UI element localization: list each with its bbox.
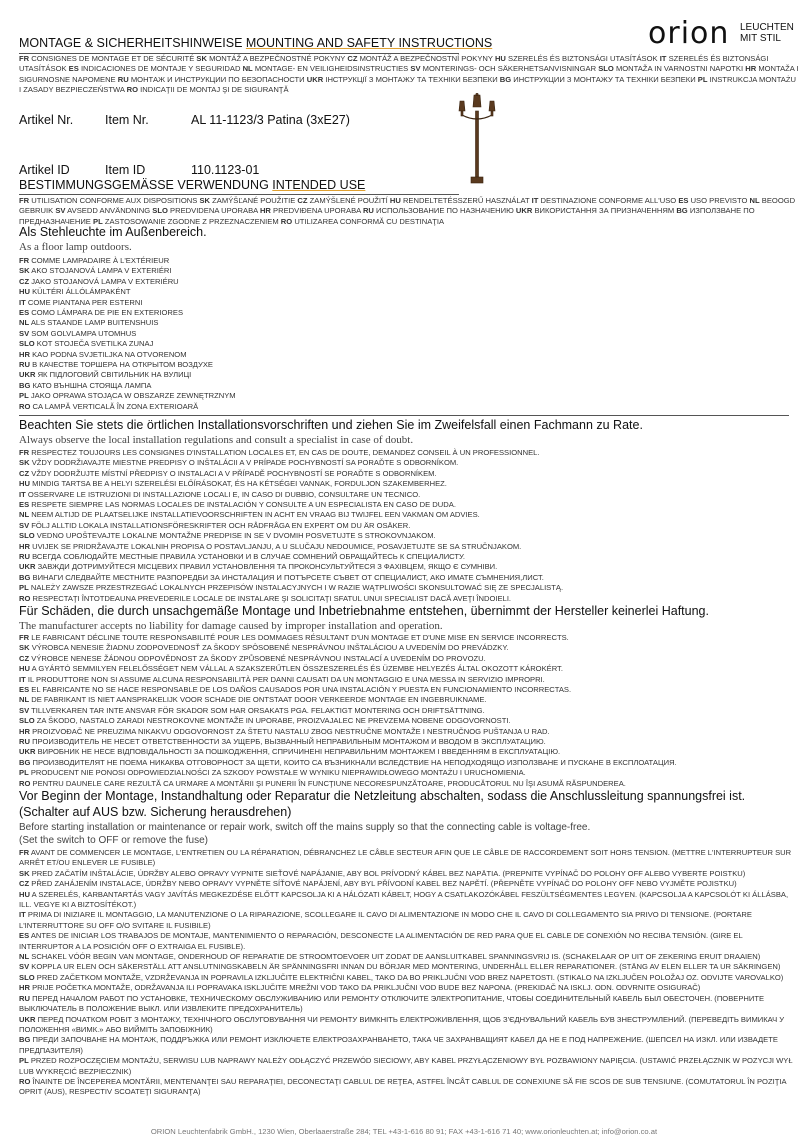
translation-text: PREDVIĐENA UPORABA [273,206,361,216]
translation-line [19,54,799,96]
language-code: PL [19,1056,29,1066]
article-id-label-en: Item ID [105,163,146,177]
language-code: HR [19,726,30,736]
translation-text: JAKO STOJANOVÁ LAMPA V EXTERIÉRU [31,276,179,286]
language-code: SV [55,206,66,216]
list-item [19,391,794,401]
language-code: NL [19,695,30,705]
translation-text: ИНСТРУКЦИИ З МОНТАЖУ ТА ТЕХНІКИ БЕЗПЕКИ [513,74,696,84]
translation-text: PENTRU DAUNELE CARE REZULTĂ CA URMARE A MONTĂRII ŞI PUNERII ÎN FUNCŢIUNE NECORESPUNZĂTOARE, PRODUCĂTORUL NU ÎŞI ASUMĂ RĂSPUNDEREA. [32,778,626,788]
translation-text: AKO STOJANOVÁ LAMPA V EXTERIÉRI [31,266,172,276]
language-code: IT [19,297,26,307]
language-code: CZ [297,196,308,205]
language-code: HR [259,206,271,216]
list-item [19,298,794,308]
translation-text: ZAMÝŠĽANÉ POUŽITIE [212,196,296,205]
regulations-title-en: Always observe the local installation regulations and consult a specialist in case of doubt. [19,434,414,446]
translation-text: PRED ZAČATÍM INŠTALÁCIE, ÚDRŽBY ALEBO OPRAVY VYPNITE SIEŤOVÉ NAPÁJANIE, ABY BOL PRÍVODNÝ KÁBEL BEZ NAPÄTIA. (PREPNITE VYPÍNAČ DO POLOHY OFF ALEBO VYBERTE POISTKU) [31,868,746,878]
translation-text: VÝROBCA NENESIE ŽIADNU ZODPOVEDNOSŤ ZA ŠKODY SPÔSOBENÉ NESPRÁVNOU INŠTALÁCIOU A UVEDENÍM DO PREVÁDZKY. [31,643,509,653]
list-item [19,664,794,674]
language-code: ES [678,196,689,205]
language-code: SK [19,868,30,878]
translation-text: В КАЧЕСТВЕ ТОРШЕРА НА ОТКРЫТОМ ВОЗДУХЕ [32,360,213,370]
language-code: UKR [19,747,36,757]
translation-text: CA LAMPĂ VERTICALĂ ÎN ZONA EXTERIOARĂ [32,401,199,411]
language-code: HR [19,983,30,993]
list-item [19,458,794,468]
language-code: SV [19,962,30,972]
liability-title-en: The manufacturer accepts no liability for damage caused by improper installation and operation. [19,620,443,632]
language-code: ES [19,931,30,941]
list-item [19,1056,794,1077]
list-item [19,510,794,520]
translation-text: MONTAŽA I SIGURNOSNE NAPOMENE [19,64,799,84]
language-code: SLO [19,972,35,982]
list-item [19,879,794,889]
language-code: SK [19,458,30,468]
translation-text: EL FABRICANTE NO SE HACE RESPONSABLE DE LOS DAÑOS CAUSADOS POR UNA INSTALACIÓN Y PUESTA EN FUNCIONAMIENTO INCORRECTAS. [31,685,572,695]
list-item [19,910,794,931]
translation-text: PREDVIDENA UPORABA [170,206,258,216]
list-item [19,381,794,391]
translation-text: ИСПОЛЬЗОВАНИЕ ПО НАЗНАЧЕНИЮ [376,206,514,216]
translation-text: SZERELÉS ÉS BIZTONSÁGI UTASÍTÁSOK [19,54,769,74]
list-item [19,469,794,479]
translation-text: ÎNAINTE DE ÎNCEPEREA MONTĂRII, MENTENANŢEI SAU REPARAŢIEI, DECONECTAŢI CABLUL DE REŢEA, ASTFEL ÎNCÂT CABLUL DE CONEXIUNE SĂ FIE SCOS DE SUB TENSIUNE. (COMUTATORUL ÎN POZIŢIA OPRIT (AUS), RESPECTIV SCOATEŢI SIGURANŢA) [19,1076,787,1097]
regulations-title-de: Beachten Sie stets die örtlichen Installationsvorschriften und ziehen Sie im Zweifelsfall einen Fachmann zu Rate. [19,418,643,432]
translation-text: ZASTOSOWANIE ZGODNE Z PRZEZNACZENIEM [104,216,279,226]
translation-text: ЯК ПІДЛОГОВИЙ СВІТИЛЬНИК НА ВУЛИЦІ [37,370,192,380]
list-item [19,339,794,349]
translation-text: MONTERINGS- OCH SÄKERHETSANVISNINGAR [422,64,597,74]
article-nr-label-de: Artikel Nr. [19,113,74,127]
logo-tagline [740,22,794,44]
list-item [19,350,794,360]
translation-text: RENDELTETÉSSZERŰ HASZNÁLAT [402,196,530,205]
list-item [19,479,794,489]
translation-text: ПРЕДИ ЗАПОЧВАНЕ НА МОНТАЖ, ПОДДРЪЖКА ИЛИ РЕМОНТ ИЗКЛЮЧЕТЕ ЕЛЕКТРОЗАХРАНВАНЕТО, ТАКА ЧЕ ЗАХРАНВАЩИЯТ КАБЕЛ ДА НЕ Е ПОД НАПРЕЖЕНИЕ. (ШЕПСЕЛ НА ИЗКЛ. ИЛИ ИЗВАДЕТЕ ПРЕДПАЗИТЕЛЯ) [19,1035,778,1055]
translation-text: PRED ZAČETKOM MONTAŽE, VZDRŽEVANJA IN POPRAVILA IZKLJUČITE ELEKTRIČNI KABEL, TAKO DA BO PRIKLJUČNI VOD BREZ NAPETOSTI. (STIKALO NA IZKLJUČEN POLOŽAJ OZ. ODVIJTE VAROVALKO) [36,972,784,982]
list-item [19,654,794,664]
translation-text: ПЕРЕД ПОЧАТКОМ РОБІТ З МОНТАЖУ, ТЕХНІЧНОГО ОБСЛУГОВУВАННЯ ЧИ РЕМОНТУ ВИМКНІТЬ ЕЛЕКТРОЖИВЛЕННЯ, ЩОБ З'ЄДНУВАЛЬНИЙ КАБЕЛЬ БУВ ЗНЕСТРУМЛЕНИЙ. (ПЕРЕВЕДІТЬ ВИМИКАЧ У ПОЛОЖЕННЯ «ВИМК.» АБО ВИЙМІТЬ ЗАПОБІЖНИК) [19,1014,785,1034]
translation-text: DESTINAZIONE CONFORME ALL'USO [540,196,677,205]
language-code: RO [280,216,293,226]
list-item [19,573,794,583]
language-code: SV [19,705,30,715]
intended-use-translations [19,196,799,227]
list-item [19,727,794,737]
language-code: SK [19,266,30,276]
translation-text: VŽDY DODRŽUJTE MÍSTNÍ PŘEDPISY O INSTALACI A V PŘÍPADĚ POCHYBNOSTÍ SE PORAĎTE S ODBORNÍKEM. [31,468,437,478]
intended-use-heading [19,178,365,192]
language-code: SK [199,196,211,205]
language-code: RU [19,737,30,747]
language-code: PL [93,216,103,226]
language-code: SV [19,520,30,530]
language-code: SLO [19,531,35,541]
translation-text: CONSIGNES DE MONTAGE ET DE SÉCURITÉ [31,54,195,63]
language-code: RO [19,778,31,788]
list-item [19,583,794,593]
language-code: HU [19,479,30,489]
language-code: CZ [19,276,30,286]
translation-text: FÖLJ ALLTID LOKALA INSTALLATIONSFÖRESKRIFTER OCH RÅDFRÅGA EN EXPERT OM DU ÄR OSÄKER. [31,520,411,530]
language-code: CZ [347,54,358,63]
language-code: SV [410,64,421,74]
language-code: UKR [515,206,533,216]
translation-text: RESPECTAŢI ÎNTOTDEAUNA PREVEDERILE LOCALE DE INSTALARE ŞI SOLICITAŢI SFATUL UNUI SPECIALIST DACĂ AVEŢI ÎNDOIELI. [32,593,512,603]
translation-text: KOPPLA UR ELEN OCH SÄKERSTÄLL ATT ANSLUTNINGSKABELN ÄR SPÄNNINGSFRI INNAN DU BÖRJAR MED MONTERING, UNDERHÅLL ELLER REPARATIONER. (STÄNG AV ELEN ELLER TA UR SÄKRINGEN) [31,962,781,972]
translation-text: COMO LÁMPARA DE PIE EN EXTERIORES [31,308,184,318]
list-item [19,360,794,370]
language-code: HR [19,349,30,359]
language-code: RO [126,85,139,95]
translation-text: UVIJEK SE PRIDRŽAVAJTE LOKALNIH PROPISA O POSTAVLJANJU, A U SLUČAJU NEDOUMICE, POSAVJETUJTE SE SA STRUČNJAKOM. [32,541,522,551]
translation-text: KOT STOJEČA SVETILKA ZUNAJ [36,339,154,349]
translation-text: A GYÁRTÓ SEMMILYEN FELELŐSSÉGET NEM VÁLLAL A SZAKSZERŰTLEN ÖSSZESZERELÉS ÉS ÜZEMBE HELYEZÉS ÁLTAL OKOZOTT KÁROKÉRT. [31,664,563,674]
list-item [19,952,794,962]
language-code: SK [19,643,30,653]
list-item [19,287,794,297]
language-code: SV [19,328,30,338]
translation-text: MONTAŽA IN VARNOSTNI NAPOTKI [615,64,744,74]
list-item [19,531,794,541]
translation-text: RESPETE SIEMPRE LAS NORMAS LOCALES DE INSTALACIÓN Y CONSULTE A UN ESPECIALISTA EN CASO DE DUDA. [31,500,456,510]
translation-text: ИЗПОЛЗВАНЕ ПО ПРЕДНАЗНАЧЕНИЕ [19,206,755,226]
translation-text: ZAMÝŠLENÉ POUŽITÍ [309,196,388,205]
power-title-de-1: Vor Beginn der Montage, Instandhaltung oder Reparatur die Netzleitung abschalten, sodass die Anschlussleitung spannungsfrei ist. [19,789,746,803]
language-code: RU [19,552,30,562]
regulations-list [19,448,794,604]
language-code: BG [19,1035,31,1045]
language-code: ES [68,64,79,74]
language-code: ES [19,308,30,318]
translation-text: LE FABRICANT DÉCLINE TOUTE RESPONSABILITÉ POUR LES DOMMAGES RÉSULTANT D'UN MONTAGE ET D'UNE MISE EN SERVICE INCORRECTS. [31,633,569,642]
translation-text: MONTÁŽ A BEZPEČNOSTNÍ POKYNY [359,54,493,63]
product-lamp-image [452,93,502,185]
language-code: CZ [19,879,30,889]
translation-text: ZA ŠKODO, NASTALO ZARADI NESTROKOVNE MONTAŽE IN UPORABE, PROIZVAJALEC NE PREVZEMA NOBENE ODGOVORNOSTI. [36,716,511,726]
language-code: UKR [19,1014,36,1024]
translation-text: ПЕРЕД НАЧАЛОМ РАБОТ ПО УСТАНОВКЕ, ТЕХНИЧЕСКОМУ ОБСЛУЖИВАНИЮ ИЛИ РЕМОНТУ ОТКЛЮЧИТЕ ЭЛЕКТРОПИТАНИЕ, ЧТОБЫ СОЕДИНИТЕЛЬНЫЙ КАБЕЛЬ БЫЛ ОБЕСТОЧЕН. (ПОВЕРНИТЕ ВЫКЛЮЧАТЕЛЬ В ПОЛОЖЕНИЕ ВЫКЛ. ИЛИ ИЗВЛЕКИТЕ ПРЕДОХРАНИТЕЛЬ) [19,993,765,1014]
list-item [19,521,794,531]
divider [19,415,789,416]
list-item [19,758,794,768]
translation-text: MINDIG TARTSA BE A HELYI SZERELÉSI ELŐÍRÁSOKAT, ÉS HA KÉTSÉGEI VANNAK, FORDULJON SZAKEMBERHEZ. [32,479,447,489]
list-item [19,256,794,266]
language-code: RU [19,360,30,370]
translation-text: VŽDY DODRŽIAVAJTE MIESTNE PREDPISY O INŠTALÁCII A V PRÍPADE POCHYBNOSTÍ SA PORAĎTE S ODBORNÍKOM. [31,458,459,468]
list-item [19,869,794,879]
translation-text: OSSERVARE LE ISTRUZIONI DI INSTALLAZIONE LOCALI E, IN CASO DI DUBBIO, CONSULTARE UN TECNICO. [27,489,421,499]
language-code: NL [19,510,30,520]
translation-text: COMME LAMPADAIRE À L'EXTÉRIEUR [31,256,170,265]
language-code: PL [19,768,29,778]
article-id-value: 110.1123-01 [191,163,260,177]
list-item [19,779,794,789]
list-item [19,962,794,972]
translation-text: JAKO OPRAWA STOJĄCA W OBSZARZE ZEWNĘTRZNYM [30,391,236,401]
translation-text: SZERELÉS ÉS BIZTONSÁGI UTASÍTÁSOK [508,54,658,63]
power-title-de-2: (Schalter auf AUS bzw. Sicherung herausdrehen) [19,805,292,819]
translation-text: МОНТАЖ И ИНСТРУКЦИИ ПО БЕЗОПАСНОСТИ [130,74,305,84]
language-code: UKR [306,74,324,84]
translation-text: КАТО ВЪНШНА СТОЯЩА ЛАМПА [32,380,152,390]
intended-use-title-en: As a floor lamp outdoors. [19,241,132,253]
list-item [19,370,794,380]
language-code: HU [19,889,30,899]
translation-text: AVANT DE COMMENCER LE MONTAGE, L'ENTRETIEN OU LA RÉPARATION, DÉBRANCHEZ LE CÂBLE SECTEUR AFIN QUE LE CÂBLE DE RACCORDEMENT SOIT HORS TENSION. (METTRE L'INTERRUPTEUR SUR ARRÊT ET/OU ENLEVER LE FUSIBLE) [19,848,792,868]
language-code: IT [19,910,26,920]
language-code: NL [242,64,253,74]
language-code: UKR [19,562,36,572]
translation-text: MONTÁŽ A BEZPEČNOSTNÉ POKYNY [209,54,346,63]
language-code: BG [19,757,31,767]
article-id-label-de: Artikel ID [19,163,70,177]
language-code: IT [531,196,539,205]
language-code: UKR [19,370,36,380]
list-item [19,633,794,643]
translation-text: SCHAKEL VÓÓR BEGIN VAN MONTAGE, ONDERHOUD OF REPARATIE DE STROOMTOEVOER UIT ZODAT DE AANSLUITKABEL SPANNINGSVRIJ IS. (SCHAKELAAR OP UIT OF ZEKERING ERUIT DRAAIEN) [31,952,761,962]
list-item [19,675,794,685]
language-code: BG [676,206,688,216]
language-code: NL [749,196,760,205]
article-nr-label-en: Item Nr. [105,113,149,127]
list-item [19,277,794,287]
power-title-en-1: Before starting installation or maintenance or repair work, switch off the mains supply so that the connecting cable is voltage-free. [19,822,591,833]
translation-text: RESPECTEZ TOUJOURS LES CONSIGNES D'INSTALLATION LOCALES ET, EN CAS DE DOUTE, DEMANDEZ CONSEIL À UN PROFESSIONNEL. [31,448,540,457]
list-item [19,266,794,276]
language-code: HR [19,541,30,551]
page-title-de: MONTAGE & SICHERHEITSHINWEISE [19,36,243,50]
translation-text: IL PRODUTTORE NON SI ASSUME ALCUNA RESPONSABILITÀ PER DANNI CAUSATI DA UN MONTAGGIO E UNA MESSA IN SERVIZIO IMPROPRI. [27,674,545,684]
translation-text: INDICACIONES DE MONTAJE Y SEGURIDAD [80,64,241,74]
translation-text: ВСЕГДА СОБЛЮДАЙТЕ МЕСТНЫЕ ПРАВИЛА УСТАНОВКИ И В СЛУЧАЕ СОМНЕНИЙ ОБРАЩАЙТЕСЬ К СПЕЦИАЛИСТУ. [32,552,465,562]
translation-text: COME PIANTANA PER ESTERNI [27,297,143,307]
translation-text: ІНСТРУКЦІЇ З МОНТАЖУ ТА ТЕХНІКИ БЕЗПЕКИ [325,74,498,84]
language-code: PL [19,583,29,593]
language-code: RU [362,206,374,216]
translation-text: PRODUCENT NIE PONOSI ODPOWIEDZIALNOŚCI ZA SZKODY POWSTAŁE W WYNIKU NIEPRAWIDŁOWEGO MONTAŻU I URUCHOMIENIA. [30,768,526,778]
intended-use-title-de: Als Stehleuchte im Außenbereich. [19,225,207,239]
language-code: RO [19,1076,31,1086]
translation-text: DE FABRIKANT IS NIET AANSPRAKELIJK VOOR SCHADE DIE ONTSTAAT DOOR VERKEERDE MONTAGE EN INGEBRUIKNAME. [31,695,487,705]
language-code: RU [117,74,129,84]
language-code: NL [19,952,30,962]
language-code: FR [19,633,30,642]
translation-text: ЗАВЖДИ ДОТРИМУЙТЕСЯ МІСЦЕВИХ ПРАВИЛ УСТАНОВЛЕННЯ ТА ПРОКОНСУЛЬТУЙТЕСЯ З ФАХІВЦЕМ, ЯКЩО Є СУМНІВИ. [37,562,498,572]
language-code: FR [19,256,30,265]
list-item [19,500,794,510]
translation-text: ПРОИЗВОДИТЕЛЬ НЕ НЕСЕТ ОТВЕТСТВЕННОСТИ ЗА УЩЕРБ, ВЫЗВАННЫЙ НЕПРАВИЛЬНЫМ МОНТАЖОМ И ВВОДОМ В ЭКСПЛУАТАЦИЮ. [32,737,546,747]
list-item [19,716,794,726]
list-item [19,1035,794,1056]
translation-text: PROIZVOĐAČ NE PREUZIMA NIKAKVU ODGOVORNOST ZA ŠTETU NASTALU ZBOG NESTRUČNE MONTAŽE I NESTRUČNOG PUŠTANJA U RAD. [32,726,550,736]
language-code: PL [19,391,29,401]
translation-text: VEDNO UPOŠTEVAJTE LOKALNE MONTAŽNE PREDPISE IN SE V DVOMIH POSVETUJTE S STROKOVNJAKOM. [36,531,436,541]
translation-text: TILLVERKAREN TAR INTE ANSVAR FÖR SKADOR SOM HAR ORSAKATS PGA. FELAKTIGT MONTERING OCH DRIFTSÄTTNING. [31,705,485,715]
list-item [19,318,794,328]
intended-use-list [19,256,794,412]
list-item [19,931,794,952]
language-code: SK [196,54,207,63]
translation-text: ПРОИЗВОДИТЕЛЯТ НЕ ПОЕМА НИКАКВА ОТГОВОРНОСТ ЗА ЩЕТИ, КОИТО СА ВЪЗНИКНАЛИ ВСЛЕДСТВИЕ НА НЕПОДХОДЯЩО ИЗПОЛЗВАНЕ И ПУСКАНЕ В ЕКСПЛОАТАЦИЯ. [32,757,677,767]
language-code: IT [19,674,26,684]
list-item [19,552,794,562]
translation-text: PRZED ROZPOCZĘCIEM MONTAŻU, SERWISU LUB NAPRAWY NALEŻY ODŁĄCZYĆ PRZEWÓD SIECIOWY, ABY KABEL PRZYŁĄCZENIOWY BYŁ POZBAWIONY NAPIĘCIA. (USTAWIĆ PRZEŁĄCZNIK W POZYCJI WYŁ LUB WYKRĘCIĆ BEZPIECZNIK) [19,1056,793,1076]
list-item [19,890,794,911]
language-code: BG [19,572,31,582]
language-code: HU [494,54,506,63]
list-item [19,973,794,983]
language-code: HU [19,287,30,297]
translation-text: INDICAŢII DE MONTAJ ŞI DE SIGURANŢĂ [140,85,289,95]
translation-text: SOM GOLVLAMPA UTOMHUS [31,328,137,338]
translation-text: VÝROBCE NENESE ŽÁDNOU ODPOVĚDNOST ZA ŠKODY ZPŮSOBENÉ NESPRÁVNOU INSTALACÍ A UVEDENÍM DO PROVOZU. [31,653,486,663]
translation-text: ANTES DE INICIAR LOS TRABAJOS DE MONTAJE, MANTENIMIENTO O REPARACIÓN, DESCONECTE LA ALIMENTACIÓN DE RED PARA QUE EL CABLE DE CONEXIÓN NO RECIBA TENSIÓN. (GIRE EL INTERRUPTOR A LA POSICIÓN OFF O EXTRAIGA EL FUSIBLE). [19,931,743,951]
translation-text: AVSEDD ANVÄNDNING [67,206,151,216]
translation-text: UTILIZAREA CONFORMĂ CU DESTINAŢIA [294,216,445,226]
language-code: SLO [598,64,614,74]
list-item [19,490,794,500]
translation-text: KAO PODNA SVJETILJKA NA OTVORENOM [32,349,187,359]
article-nr-value: AL 11-1123/3 Patina (3xE27) [191,113,350,127]
translation-text: USO PREVISTO [690,196,748,205]
list-item [19,695,794,705]
list-item [19,594,794,604]
list-item [19,747,794,757]
divider [19,194,459,195]
language-code: FR [19,848,30,857]
language-code: HR [745,64,757,74]
translation-text: ВИКОРИСТАННЯ ЗА ПРИЗНАЧЕННЯМ [534,206,675,216]
list-item [19,706,794,716]
liability-title-de: Für Schäden, die durch unsachgemäße Montage und Inbetriebnahme entstehen, übernimmt der Hersteller keinerlei Haftung. [19,604,709,618]
list-item [19,1015,794,1036]
language-code: RO [19,593,31,603]
translation-text: BEOOGD GEBRUIK [19,196,796,216]
translation-text: A SZERELÉS, KARBANTARTÁS VAGY JAVÍTÁS MEGKEZDÉSE ELŐTT KAPCSOLJA KI A HÁLÓZATI KÁBELT, HOGY A CSATLAKOZÓKÁBEL FESZÜLTSÉGMENTES LEGYEN. (KAPCSOLJA A KAPCSOLÓT KI ÁLLÁSBA, ILL. VEGYE KI A BIZTOSÍTÉKOT.) [19,889,789,910]
language-code: SLO [19,339,35,349]
list-item [19,994,794,1015]
intended-use-heading-de: BESTIMMUNGSGEMÄSSE VERWENDUNG [19,178,269,192]
translation-text: NALEŻY ZAWSZE PRZESTRZEGAĆ LOKALNYCH PRZEPISÓW INSTALACYJNYCH I W RAZIE WĄTPLIWOŚCI SKONSULTOWAĆ SIĘ ZE SPECJALISTĄ. [30,583,564,593]
logo-tagline-line1: LEUCHTEN [740,22,794,33]
language-code: HU [389,196,401,205]
language-code: FR [19,54,30,63]
intended-use-heading-en: INTENDED USE [272,178,366,192]
language-code: BG [499,74,512,84]
language-code: SLO [19,716,35,726]
language-code: FR [19,196,30,205]
translation-text: UTILISATION CONFORME AUX DISPOSITIONS [31,196,198,205]
liability-list [19,633,794,789]
translation-text: KÜLTÉRI ÁLLÓLÁMPAKÉNT [32,287,131,297]
language-code: BG [19,380,31,390]
list-item [19,643,794,653]
orion-logo [648,18,798,50]
power-title-en-2: (Set the switch to OFF or remove the fuse) [19,835,208,846]
translation-text: PRIMA DI INIZIARE IL MONTAGGIO, LA MANUTENZIONE O LA RIPARAZIONE, SCOLLEGARE IL CAVO DI ALIMENTAZIONE IN MODO CHE IL CAVO DI COLLEGAMENTO SIA PRIVO DI TENSIONE. (PORTARE L'INTERRUTTORE SU OFF O/O SVITARE IL FUSIBILE) [19,910,752,930]
translation-text: NEEM ALTIJD DE PLAATSELIJKE INSTALLATIEVOORSCHRIFTEN IN ACHT EN VRAAG BIJ TWIJFEL EEN VAKMAN OM ADVIES. [31,510,480,520]
list-item [19,983,794,993]
translation-text: PRIJE POČETKA MONTAŽE, ODRŽAVANJA ILI POPRAVAKA ISKLJUČITE MREŽNI VOD TAKO DA PRIKLJUČNI VOD BUDE BEZ NAPONA. (PREKIDAČ NA ISKLJ. ODN. ODVRNITE OSIGURAČ) [32,983,701,993]
translation-text: INSTRUKCJA MONTAŻU I ZASADY BEZPIECZEŃSTWA [19,74,796,95]
list-item [19,685,794,695]
translation-text: MONTAGE- EN VEILIGHEIDSINSTRUCTIES [254,64,409,74]
list-item [19,329,794,339]
logo-tagline-line2: MIT STIL [740,33,781,44]
language-code: CZ [19,468,30,478]
language-code: CZ [19,653,30,663]
page-title-en: MOUNTING AND SAFETY INSTRUCTIONS [245,36,493,50]
title-translations [19,54,799,96]
logo-wordmark: orion [648,16,730,51]
list-item [19,848,794,869]
page-title [19,36,492,50]
language-code: SLO [152,206,168,216]
language-code: ES [19,685,30,695]
language-code: IT [19,489,26,499]
list-item [19,308,794,318]
language-code: ES [19,500,30,510]
list-item [19,768,794,778]
language-code: RO [19,401,31,411]
list-item [19,448,794,458]
list-item [19,542,794,552]
list-item [19,402,794,412]
language-code: PL [697,74,708,84]
translation-text: ВИРОБНИК НЕ НЕСЕ ВІДПОВІДАЛЬНОСТІ ЗА ПОШКОДЖЕННЯ, СПРИЧИНЕНІ НЕПРАВИЛЬНИМ МОНТАЖЕМ І ВВЕДЕННЯМ В ЕКСПЛУАТАЦІЮ. [37,747,561,757]
translation-text: PŘED ZAHÁJENÍM INSTALACE, ÚDRŽBY NEBO OPRAVY VYPNĚTE SÍŤOVÉ NAPÁJENÍ, ABY BYL PŘÍVODNÍ KABEL BEZ NAPĚTÍ. (PŘEPNĚTE VYPÍNAČ DO POLOHY OFF NEBO VYJMĚTE POJISTKU) [31,879,737,889]
list-item [19,562,794,572]
power-list [19,848,794,1098]
language-code: HU [19,664,30,674]
list-item [19,737,794,747]
footer-contact: ORION Leuchtenfabrik GmbH., 1230 Wien, Oberlaaerstraße 284; TEL +43-1-616 80 91; FAX +43-1-616 71 40; www.orionleuchten.at; info@orion.co.at [150,1127,658,1136]
language-code: FR [19,448,30,457]
language-code: IT [659,54,667,63]
translation-text: ALS STAANDE LAMP BUITENSHUIS [30,318,159,328]
translation-text: ВИНАГИ СЛЕДВАЙТЕ МЕСТНИТЕ РАЗПОРЕДБИ ЗА ИНСТАЛАЦИЯ И ПОТЪРСЕТЕ СЪВЕТ ОТ СПЕЦИАЛИСТ, АКО ИМАТЕ СЪМНЕНИЯ,ЛИСТ. [32,572,544,582]
language-code: RU [19,993,30,1003]
language-code: NL [19,318,30,328]
translation-line [19,196,799,227]
list-item [19,1077,794,1098]
